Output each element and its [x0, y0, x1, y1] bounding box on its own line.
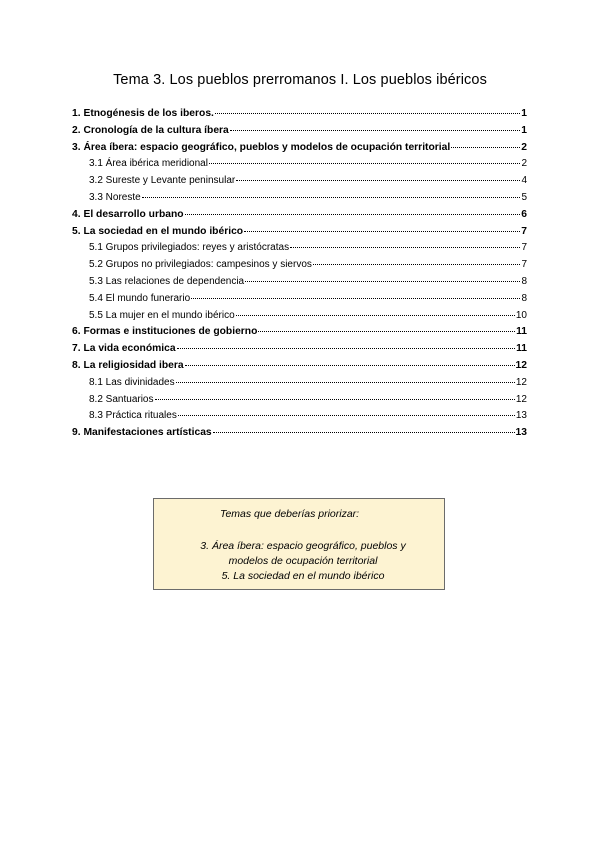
toc-dot-leader: [236, 315, 515, 316]
toc-entry-page: 12: [515, 393, 527, 405]
toc-entry-label: 5.1 Grupos privilegiados: reyes y aristócratas: [89, 242, 290, 254]
toc-entry[interactable]: [72, 343, 527, 360]
toc-entry-page: 12: [515, 376, 527, 388]
toc-entry-label: 5.5 La mujer en el mundo ibérico: [89, 309, 235, 321]
toc-entry-page: 10: [515, 309, 527, 321]
toc-dot-leader: [185, 214, 521, 215]
toc-entry[interactable]: [72, 142, 527, 159]
toc-entry[interactable]: [72, 226, 527, 243]
toc-entry-page: 8: [521, 292, 527, 304]
toc-entry-label: 5. La sociedad en el mundo ibérico: [72, 225, 244, 237]
toc-dot-leader: [245, 281, 520, 282]
toc-dot-leader: [313, 264, 521, 265]
toc-entry-label: 3.1 Área ibérica meridional: [89, 158, 208, 170]
toc-dot-leader: [178, 415, 515, 416]
toc-entry-label: 8. La religiosidad ibera: [72, 359, 184, 371]
toc-dot-leader: [230, 130, 520, 131]
table-of-contents: [72, 108, 527, 444]
toc-dot-leader: [258, 331, 515, 332]
toc-entry[interactable]: [72, 394, 527, 411]
toc-entry[interactable]: [72, 175, 527, 192]
toc-dot-leader: [155, 399, 515, 400]
toc-dot-leader: [244, 231, 520, 232]
toc-entry[interactable]: [72, 427, 527, 444]
toc-entry-page: 12: [515, 359, 527, 371]
toc-entry[interactable]: [72, 192, 527, 209]
toc-entry-label: 3.2 Sureste y Levante peninsular: [89, 175, 236, 187]
toc-entry-page: 5: [521, 191, 527, 203]
priority-note-box: [153, 498, 445, 590]
toc-entry[interactable]: [72, 377, 527, 394]
note-lines: [154, 539, 446, 584]
toc-entry-page: 11: [516, 326, 527, 338]
toc-entry-page: 4: [521, 175, 527, 187]
toc-entry-label: 2. Cronología de la cultura íbera: [72, 124, 229, 136]
toc-entry-page: 13: [515, 410, 527, 422]
toc-entry-label: 5.2 Grupos no privilegiados: campesinos y siervos: [89, 259, 312, 271]
toc-dot-leader: [176, 382, 515, 383]
toc-entry-page: 7: [521, 242, 527, 254]
toc-entry[interactable]: [72, 326, 527, 343]
toc-dot-leader: [185, 365, 515, 366]
toc-entry-label: 3.3 Noreste: [89, 191, 141, 203]
toc-entry-page: 2: [521, 158, 527, 170]
toc-entry-label: 5.3 Las relaciones de dependencia: [89, 275, 245, 287]
toc-entry[interactable]: [72, 242, 527, 259]
toc-entry-page: 11: [516, 343, 527, 355]
toc-entry[interactable]: [72, 276, 527, 293]
toc-entry[interactable]: [72, 108, 527, 125]
document-title: Tema 3. Los pueblos prerromanos I. Los pueblos ibéricos: [113, 72, 487, 88]
toc-entry-label: 7. La vida económica: [72, 343, 176, 355]
toc-entry[interactable]: [72, 310, 527, 327]
toc-dot-leader: [451, 147, 520, 148]
toc-entry-label: 3. Área íbera: espacio geográfico, pueblos y modelos de ocupación territorial: [72, 141, 451, 153]
toc-entry[interactable]: [72, 209, 527, 226]
toc-entry-page: 8: [521, 275, 527, 287]
toc-entry-page: 7: [521, 259, 527, 271]
toc-entry-page: 13: [515, 427, 527, 439]
toc-dot-leader: [177, 348, 516, 349]
toc-entry[interactable]: [72, 158, 527, 175]
toc-entry-label: 8.2 Santuarios: [89, 393, 154, 405]
note-line: 5. La sociedad en el mundo ibérico: [221, 570, 385, 582]
toc-dot-leader: [236, 180, 520, 181]
toc-dot-leader: [209, 163, 520, 164]
toc-entry-label: 8.1 Las divinidades: [89, 376, 175, 388]
toc-dot-leader: [290, 247, 520, 248]
toc-entry-label: 1. Etnogénesis de los iberos.: [72, 108, 214, 119]
note-line: modelos de ocupación territorial: [228, 555, 378, 567]
toc-entry-page: 1: [521, 108, 527, 119]
toc-entry[interactable]: [72, 410, 527, 427]
toc-entry[interactable]: [72, 125, 527, 142]
note-heading: Temas que deberías priorizar:: [220, 508, 360, 520]
toc-entry-label: 4. El desarrollo urbano: [72, 208, 184, 220]
toc-dot-leader: [142, 197, 521, 198]
toc-entry[interactable]: [72, 259, 527, 276]
toc-entry-label: 5.4 El mundo funerario: [89, 292, 191, 304]
toc-entry[interactable]: [72, 360, 527, 377]
toc-dot-leader: [191, 298, 520, 299]
toc-entry[interactable]: [72, 293, 527, 310]
toc-entry-label: 6. Formas e instituciones de gobierno: [72, 326, 258, 338]
toc-dot-leader: [213, 432, 515, 433]
toc-entry-page: 2: [521, 141, 527, 153]
toc-entry-page: 1: [521, 124, 527, 136]
toc-entry-label: 9. Manifestaciones artísticas: [72, 427, 212, 439]
toc-entry-label: 8.3 Práctica rituales: [89, 410, 177, 422]
toc-entry-page: 7: [521, 225, 527, 237]
note-line: 3. Área íbera: espacio geográfico, pueblos y: [200, 540, 406, 552]
toc-entry-page: 6: [521, 208, 527, 220]
toc-dot-leader: [215, 113, 520, 114]
